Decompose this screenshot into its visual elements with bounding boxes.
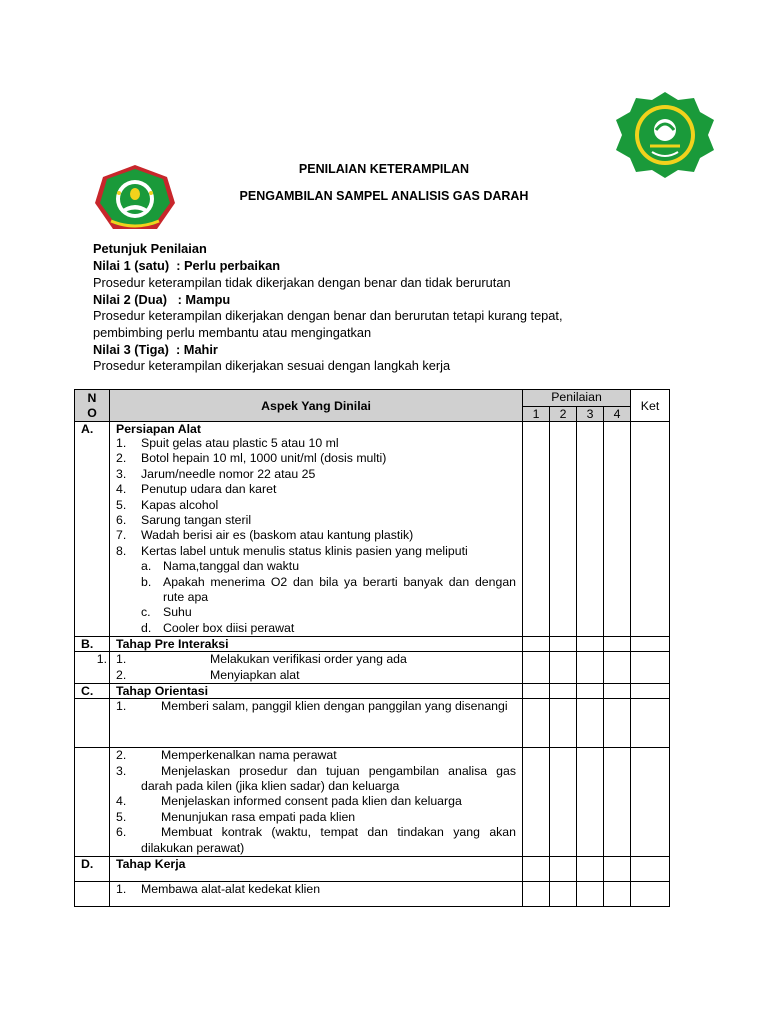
list-item: 7. Wadah berisi air es (baskom atau kantung plastik) <box>116 528 414 543</box>
header-penilaian: Penilaian <box>523 390 631 407</box>
list-item: 6. Membuat kontrak (waktu, tempat dan tindakan yang akan dilakukan perawat) <box>116 825 516 855</box>
score-cell[interactable] <box>604 699 631 748</box>
table-row <box>75 748 670 857</box>
score-cell[interactable] <box>577 881 604 906</box>
sub-list-item: a. Nama,tanggal dan waktu <box>141 559 300 574</box>
nilai2-text: Prosedur keterampilan dikerjakan dengan benar dan berurutan tetapi kurang tepat, pembimbing perlu membantu atau mengingatkan <box>93 308 563 340</box>
score-cell[interactable] <box>523 684 550 699</box>
section-d-title: Tahap Kerja <box>110 856 523 881</box>
score-cell[interactable] <box>577 637 604 652</box>
nilai2-label: Nilai 2 (Dua) : Mampu <box>93 292 231 307</box>
page-subtitle: PENGAMBILAN SAMPEL ANALISIS GAS DARAH <box>239 189 529 203</box>
list-item: 4. Menjelaskan informed consent pada klien dan keluarga <box>116 794 462 809</box>
score-cell[interactable] <box>523 699 550 748</box>
empty-no-cell <box>75 748 110 857</box>
score-cell[interactable] <box>604 881 631 906</box>
score-cell[interactable] <box>577 652 604 684</box>
section-b-content <box>110 652 523 684</box>
list-item: 2. Menyiapkan alat <box>116 667 300 682</box>
empty-no-cell <box>75 699 110 748</box>
score-cell[interactable] <box>604 652 631 684</box>
list-item: 4. Penutup udara dan karet <box>116 482 277 497</box>
section-a-title: Persiapan Alat <box>116 422 201 436</box>
score-cell[interactable] <box>523 748 550 857</box>
list-item: 1. Memberi salam, panggil klien dengan panggilan yang disenangi <box>116 699 508 714</box>
header-ket: Ket <box>631 390 670 422</box>
list-item: 2. Memperkenalkan nama perawat <box>116 748 337 763</box>
nilai1-label: Nilai 1 (satu) : Perlu perbaikan <box>93 258 281 273</box>
section-b-no: B. <box>75 637 110 652</box>
table-row <box>75 422 670 637</box>
sub-list-item: b. Apakah menerima O2 dan bila ya berarti banyak dan dengan rute apa <box>141 574 516 605</box>
score-cell[interactable] <box>577 748 604 857</box>
score-cell[interactable] <box>523 856 550 881</box>
list-item: 1. Spuit gelas atau plastic 5 atau 10 ml <box>116 436 339 450</box>
header-score-4: 4 <box>604 407 631 422</box>
score-cell[interactable] <box>550 637 577 652</box>
section-a-content <box>110 422 523 637</box>
score-cell[interactable] <box>550 652 577 684</box>
header-score-3: 3 <box>577 407 604 422</box>
section-b-row-no: 1. <box>75 652 110 684</box>
ket-cell[interactable] <box>631 748 670 857</box>
section-b-title: Tahap Pre Interaksi <box>110 637 523 652</box>
section-c-content <box>110 748 523 857</box>
score-cell[interactable] <box>523 422 550 637</box>
section-d-content <box>110 881 523 906</box>
list-item: 5. Menunjukan rasa empati pada klien <box>116 809 356 824</box>
section-d-no: D. <box>75 856 110 881</box>
list-item: 1. Melakukan verifikasi order yang ada <box>116 652 407 667</box>
nilai3-text: Prosedur keterampilan dikerjakan sesuai dengan langkah kerja <box>93 358 451 373</box>
header-score-1: 1 <box>523 407 550 422</box>
score-cell[interactable] <box>550 881 577 906</box>
header-no: N O <box>75 390 110 422</box>
score-cell[interactable] <box>604 856 631 881</box>
table-row <box>75 637 670 652</box>
list-item: 8. Kertas label untuk menulis status klinis pasien yang meliputi <box>116 543 468 558</box>
list-item: 6. Sarung tangan steril <box>116 513 252 528</box>
table-row <box>75 856 670 881</box>
list-item: 5. Kapas alcohol <box>116 497 219 512</box>
table-row <box>75 699 670 748</box>
ket-cell[interactable] <box>631 637 670 652</box>
sub-list-item: c. Suhu <box>141 605 192 620</box>
list-item: 3. Menjelaskan prosedur dan tujuan pengambilan analisa gas darah pada kilen (jika klien sadar) dan keluarga <box>116 763 516 793</box>
sub-list-item: d. Cooler box diisi perawat <box>141 620 295 635</box>
ket-cell[interactable] <box>631 422 670 637</box>
table-row <box>75 652 670 684</box>
header-aspek: Aspek Yang Dinilai <box>110 390 523 422</box>
instructions-heading: Petunjuk Penilaian <box>93 241 207 256</box>
score-cell[interactable] <box>604 637 631 652</box>
score-cell[interactable] <box>550 684 577 699</box>
ket-cell[interactable] <box>631 856 670 881</box>
score-cell[interactable] <box>577 422 604 637</box>
score-cell[interactable] <box>523 652 550 684</box>
header-score-2: 2 <box>550 407 577 422</box>
page-title: PENILAIAN KETERAMPILAN <box>298 162 470 176</box>
ket-cell[interactable] <box>631 881 670 906</box>
section-c-no: C. <box>75 684 110 699</box>
section-c-first <box>110 699 523 748</box>
score-cell[interactable] <box>577 699 604 748</box>
table-row <box>75 881 670 906</box>
score-cell[interactable] <box>604 422 631 637</box>
ket-cell[interactable] <box>631 652 670 684</box>
score-cell[interactable] <box>577 856 604 881</box>
empty-no-cell <box>75 881 110 906</box>
score-cell[interactable] <box>604 748 631 857</box>
ket-cell[interactable] <box>631 699 670 748</box>
list-item: 1. Membawa alat-alat kedekat klien <box>116 881 321 896</box>
score-cell[interactable] <box>523 881 550 906</box>
score-cell[interactable] <box>550 699 577 748</box>
list-item: 2. Botol hepain 10 ml, 1000 unit/ml (dosis multi) <box>116 451 387 466</box>
table-row <box>75 684 670 699</box>
assessment-table <box>74 389 670 907</box>
score-cell[interactable] <box>577 684 604 699</box>
nilai1-text: Prosedur keterampilan tidak dikerjakan dengan benar dan tidak berurutan <box>93 275 511 290</box>
section-c-title: Tahap Orientasi <box>110 684 523 699</box>
nilai3-label: Nilai 3 (Tiga) : Mahir <box>93 342 218 357</box>
score-cell[interactable] <box>550 856 577 881</box>
list-item: 3. Jarum/needle nomor 22 atau 25 <box>116 466 316 481</box>
score-cell[interactable] <box>604 684 631 699</box>
section-a-no: A. <box>75 422 110 637</box>
score-cell[interactable] <box>550 422 577 637</box>
ket-cell[interactable] <box>631 684 670 699</box>
score-cell[interactable] <box>523 637 550 652</box>
score-cell[interactable] <box>550 748 577 857</box>
